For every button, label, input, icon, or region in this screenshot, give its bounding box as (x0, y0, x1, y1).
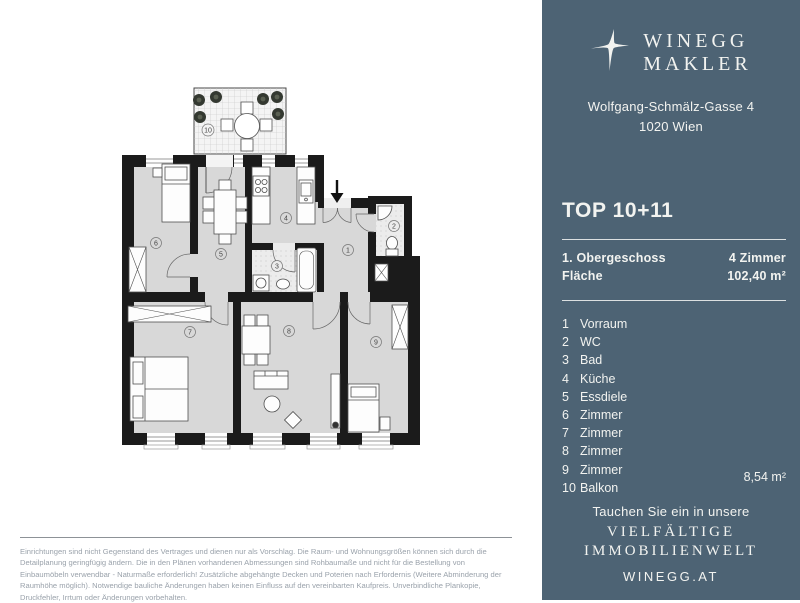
room-number: 8 (562, 444, 569, 459)
coffee-table (264, 396, 280, 412)
room-label-3: 3 (275, 263, 279, 271)
rooms-count: 4 Zimmer (728, 251, 786, 265)
logo-wordmark (643, 30, 751, 75)
room-name: Zimmer (580, 444, 623, 459)
nightstand (153, 168, 162, 177)
legal-disclaimer: Einrichtungen sind nicht Gegenstand des Vertrages und dienen nur als Vorschlag. Die Raum- und Wohnungsgrößen können sich durch die Detailplanung geringfügig ändern. Die in den Plänen vorhandenen Abmessungen sind Rohbaumaße und nicht für die Bestellung von Einbaumöbeln verwendbar - Naturmaße erforderlich! Zusätzliche abgehängte Decken und Poterien nach Erfordernis (Weitere Abminderung der Raumhöhe möglich). Notwendige bauliche Änderungen haben keinen Einfluss auf den vereinbarten Kaufpreis. Unverbindliche Plankopie, Druckfehler, Irrtum oder Änderungen vorbehalten. (20, 547, 502, 602)
floor-label: 1. Obergeschoss (562, 251, 666, 265)
dining-table (214, 190, 236, 234)
room-label-9: 9 (374, 339, 378, 347)
shelf (331, 374, 340, 428)
tagline-line-1: VIELFÄLTIGE (606, 524, 736, 540)
address-street: Wolfgang-Schmälz-Gasse 4 (587, 99, 755, 114)
address-city: 1020 Wien (639, 119, 703, 135)
room-list-item (562, 424, 786, 442)
room-list-item (562, 406, 786, 424)
washing-machine (253, 275, 269, 291)
room-list-item (562, 370, 786, 388)
room-number: 9 (562, 462, 569, 477)
room-label-10: 10 (204, 127, 212, 135)
logo-line-2: MAKLER (643, 52, 752, 75)
room-name: Bad (580, 353, 603, 368)
room-name: Zimmer (580, 426, 623, 441)
room-label-7: 7 (188, 329, 192, 337)
balcony-area-value: 8,54 m² (743, 470, 786, 484)
footer-divider (20, 537, 512, 538)
nightstand (380, 417, 390, 430)
room-label-4: 4 (284, 215, 288, 223)
bath-sink (277, 279, 290, 289)
tagline-line-2: IMMOBILIENWELT (584, 542, 758, 559)
room-name: Balkon (580, 480, 619, 495)
room-list-item (562, 315, 786, 333)
room-name: Vorraum (580, 317, 628, 332)
tagline-intro: Tauchen Sie ein in unsere (592, 504, 750, 519)
tagline-serif (542, 523, 800, 561)
shaft (375, 264, 388, 281)
star-icon (590, 28, 630, 77)
balcony-table (235, 114, 260, 139)
tagline (542, 504, 800, 584)
area-value: 102,40 m² (727, 269, 786, 283)
room-list-item (562, 351, 786, 369)
room-name: Essdiele (580, 389, 628, 404)
room-name: WC (580, 335, 601, 350)
room-label-8: 8 (287, 328, 291, 336)
divider (562, 300, 786, 301)
balcony-chair (241, 102, 253, 114)
balcony-chair (241, 139, 253, 151)
room-label-6: 6 (154, 240, 158, 248)
detail-row-floor (562, 251, 786, 265)
room-name: Zimmer (580, 462, 623, 477)
balcony-chair (260, 119, 272, 131)
divider (562, 239, 786, 240)
balcony-chair (221, 119, 233, 131)
room-number: 4 (562, 371, 569, 386)
table (242, 326, 270, 354)
room-label-1: 1 (346, 247, 350, 255)
room-number: 5 (562, 389, 569, 404)
room-list-item (562, 333, 786, 351)
logo (542, 28, 800, 77)
sofa (254, 371, 288, 389)
room-list-item (562, 442, 786, 460)
room-label-2: 2 (392, 223, 396, 231)
unit-title: TOP 10+11 (562, 199, 674, 222)
property-address (542, 97, 800, 137)
balcony (193, 88, 286, 154)
sidebar (542, 0, 800, 600)
room-number: 7 (562, 426, 569, 441)
room-number: 2 (562, 335, 569, 350)
room-number: 10 (562, 480, 576, 495)
room-number: 3 (562, 353, 569, 368)
room-name: Zimmer (580, 408, 623, 423)
room-number: 1 (562, 317, 569, 332)
area-label: Fläche (562, 269, 603, 283)
room-list-item (562, 388, 786, 406)
logo-line-1: WINEGG (643, 30, 749, 53)
room-label-5: 5 (219, 251, 223, 259)
room-number: 6 (562, 408, 569, 423)
room-name: Küche (580, 371, 616, 386)
website-url: WINEGG.AT (623, 568, 719, 584)
detail-row-area (562, 269, 786, 283)
toilet (387, 237, 398, 250)
